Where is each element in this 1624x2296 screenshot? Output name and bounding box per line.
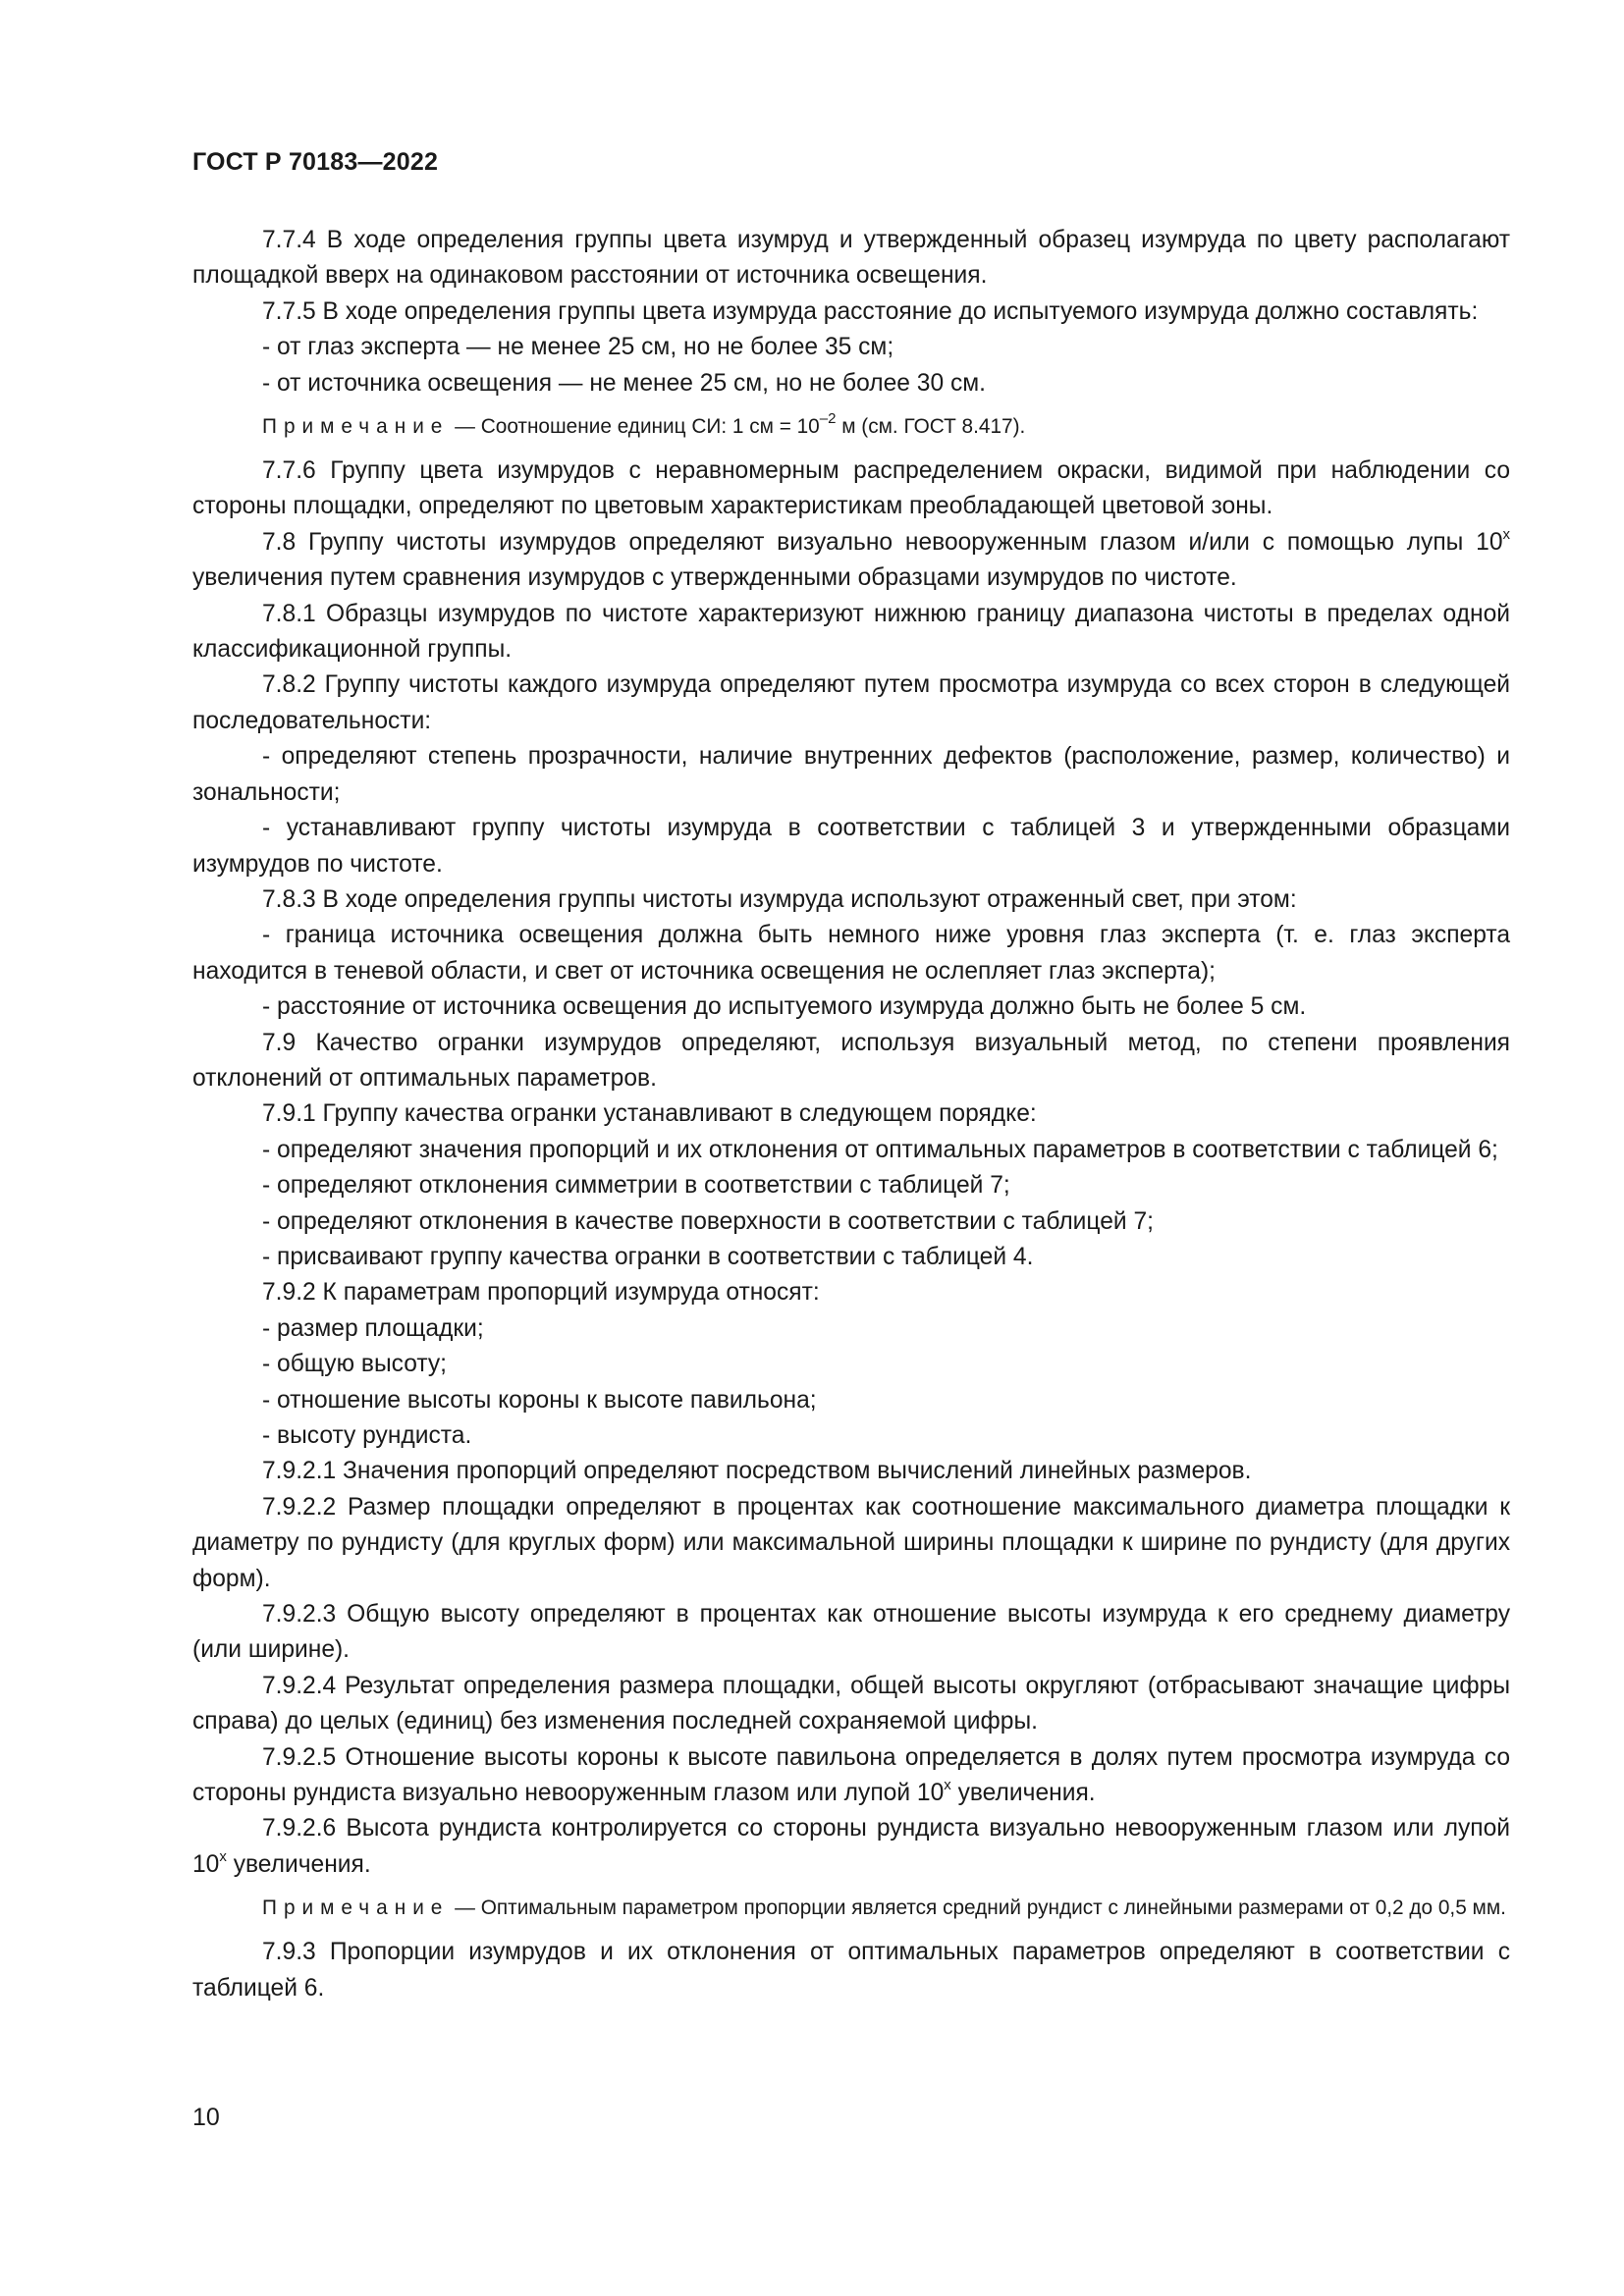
- paragraph-7-9-2-3: 7.9.2.3 Общую высоту определяют в процентах как отношение высоты изумруда к его среднему диаметру (или ширине).: [192, 1601, 1510, 1664]
- paragraph-text: 7.8 Группу чистоты изумрудов определяют визуально невооруженным глазом и/или с помощью лупы 10: [262, 528, 1503, 556]
- paragraph-text: 7.9.2.6 Высота рундиста контролируется со стороны рундиста визуально невооруженным глазом или лупой 10: [192, 1815, 1510, 1878]
- list-item: - определяют значения пропорций и их отклонения от оптимальных параметров в соответствии с таблицей 6;: [262, 1136, 1498, 1163]
- note-label: Примечание: [262, 1896, 450, 1920]
- paragraph-text: 7.9.2.5 Отношение высоты короны к высоте павильона определяется в долях путем просмотра изумруда со стороны рундиста визуально невооруженным глазом или лупой 10: [192, 1743, 1510, 1807]
- list-item: - определяют степень прозрачности, наличие внутренних дефектов (расположение, размер, количество) и зональности;: [192, 743, 1510, 806]
- paragraph-7-9-1: 7.9.1 Группу качества огранки устанавливают в следующем порядке:: [262, 1100, 1037, 1128]
- paragraph-7-9-2-1: 7.9.2.1 Значения пропорций определяют посредством вычислений линейных размеров.: [262, 1458, 1252, 1485]
- paragraph-7-9-2-5: [192, 1740, 1510, 1812]
- list-item: - определяют отклонения симметрии в соответствии с таблицей 7;: [262, 1172, 1010, 1200]
- list-item: - граница источника освещения должна быть немного ниже уровня глаз эксперта (т. е. глаз эксперта находится в теневой области, и свет от источника освещения не ослепляет глаз эксперта);: [192, 922, 1510, 985]
- list-item: - отношение высоты короны к высоте павильона;: [262, 1386, 817, 1414]
- note-si-units: [192, 411, 1510, 442]
- paragraph-text: увеличения.: [950, 1780, 1096, 1807]
- paragraph-7-9-2-6: [192, 1811, 1510, 1883]
- page-number: 10: [192, 2104, 220, 2131]
- note-text: — Соотношение единиц СИ: 1 см = 10: [449, 415, 820, 439]
- superscript: х: [219, 1847, 227, 1865]
- paragraph-7-8-3: 7.8.3 В ходе определения группы чистоты изумруда используют отраженный свет, при этом:: [262, 885, 1297, 913]
- document-header: ГОСТ Р 70183—2022: [192, 148, 439, 176]
- list-item: - присваивают группу качества огранки в соответствии с таблицей 4.: [262, 1243, 1034, 1270]
- superscript: х: [944, 1776, 951, 1793]
- document-body: [192, 223, 1510, 2006]
- paragraph-text: увеличения путем сравнения изумрудов с утвержденными образцами изумрудов по чистоте.: [192, 564, 1237, 592]
- list-item: - общую высоту;: [262, 1351, 447, 1378]
- paragraph-7-9-2-2: 7.9.2.2 Размер площадки определяют в процентах как соотношение максимального диаметра площадки к диаметру по рундисту (для круглых форм) или максимальной ширины площадки к ширине по рундисту (для других форм).: [192, 1493, 1510, 1592]
- superscript: –2: [819, 410, 837, 428]
- paragraph-text: увеличения.: [226, 1850, 371, 1878]
- list-item: - высоту рундиста.: [262, 1422, 472, 1449]
- list-item: - устанавливают группу чистоты изумруда в соответствии с таблицей 3 и утвержденными образцами изумрудов по чистоте.: [192, 815, 1510, 878]
- list-item: - расстояние от источника освещения до испытуемого изумруда должно быть не более 5 см.: [262, 993, 1307, 1021]
- paragraph-7-8-1: 7.8.1 Образцы изумрудов по чистоте характеризуют нижнюю границу диапазона чистоты в пределах одной классификационной группы.: [192, 600, 1510, 664]
- paragraph-7-9-2: 7.9.2 К параметрам пропорций изумруда относят:: [262, 1279, 820, 1307]
- paragraph-7-8-2: 7.8.2 Группу чистоты каждого изумруда определяют путем просмотра изумруда со всех сторон в следующей последовательности:: [192, 671, 1510, 734]
- note-text: м (см. ГОСТ 8.417).: [836, 415, 1026, 439]
- paragraph-7-9-2-4: 7.9.2.4 Результат определения размера площадки, общей высоты округляют (отбрасывают значащие цифры справа) до целых (единиц) без изменения последней сохраняемой цифры.: [192, 1672, 1510, 1735]
- paragraph-7-7-6: 7.7.6 Группу цвета изумрудов с неравномерным распределением окраски, видимой при наблюдении со стороны площадки, определяют по цветовым характеристикам преобладающей цветовой зоны.: [192, 457, 1510, 520]
- superscript: х: [1502, 525, 1510, 543]
- list-item: - определяют отклонения в качестве поверхности в соответствии с таблицей 7;: [262, 1207, 1154, 1235]
- paragraph-7-9-3: 7.9.3 Пропорции изумрудов и их отклонения от оптимальных параметров определяют в соответствии с таблицей 6.: [192, 1939, 1510, 2002]
- paragraph-7-7-4: 7.7.4 В ходе определения группы цвета изумруд и утвержденный образец изумруда по цвету располагают площадкой вверх на одинаковом расстоянии от источника освещения.: [192, 227, 1510, 290]
- paragraph-7-7-5: 7.7.5 В ходе определения группы цвета изумруда расстояние до испытуемого изумруда должно составлять:: [262, 297, 1479, 325]
- list-item: - от источника освещения — не менее 25 см, но не более 30 см.: [262, 369, 987, 397]
- note-label: Примечание: [262, 415, 450, 439]
- note-text: — Оптимальным параметром пропорции является средний рундист с линейными размерами от 0,2 до 0,5 мм.: [449, 1896, 1506, 1920]
- paragraph-7-9: 7.9 Качество огранки изумрудов определяют, используя визуальный метод, по степени проявления отклонений от оптимальных параметров.: [192, 1029, 1510, 1092]
- list-item: - размер площадки;: [262, 1314, 484, 1342]
- paragraph-7-8: [192, 525, 1510, 597]
- note-girdle: [192, 1893, 1510, 1923]
- list-item: - от глаз эксперта — не менее 25 см, но не более 35 см;: [262, 334, 894, 361]
